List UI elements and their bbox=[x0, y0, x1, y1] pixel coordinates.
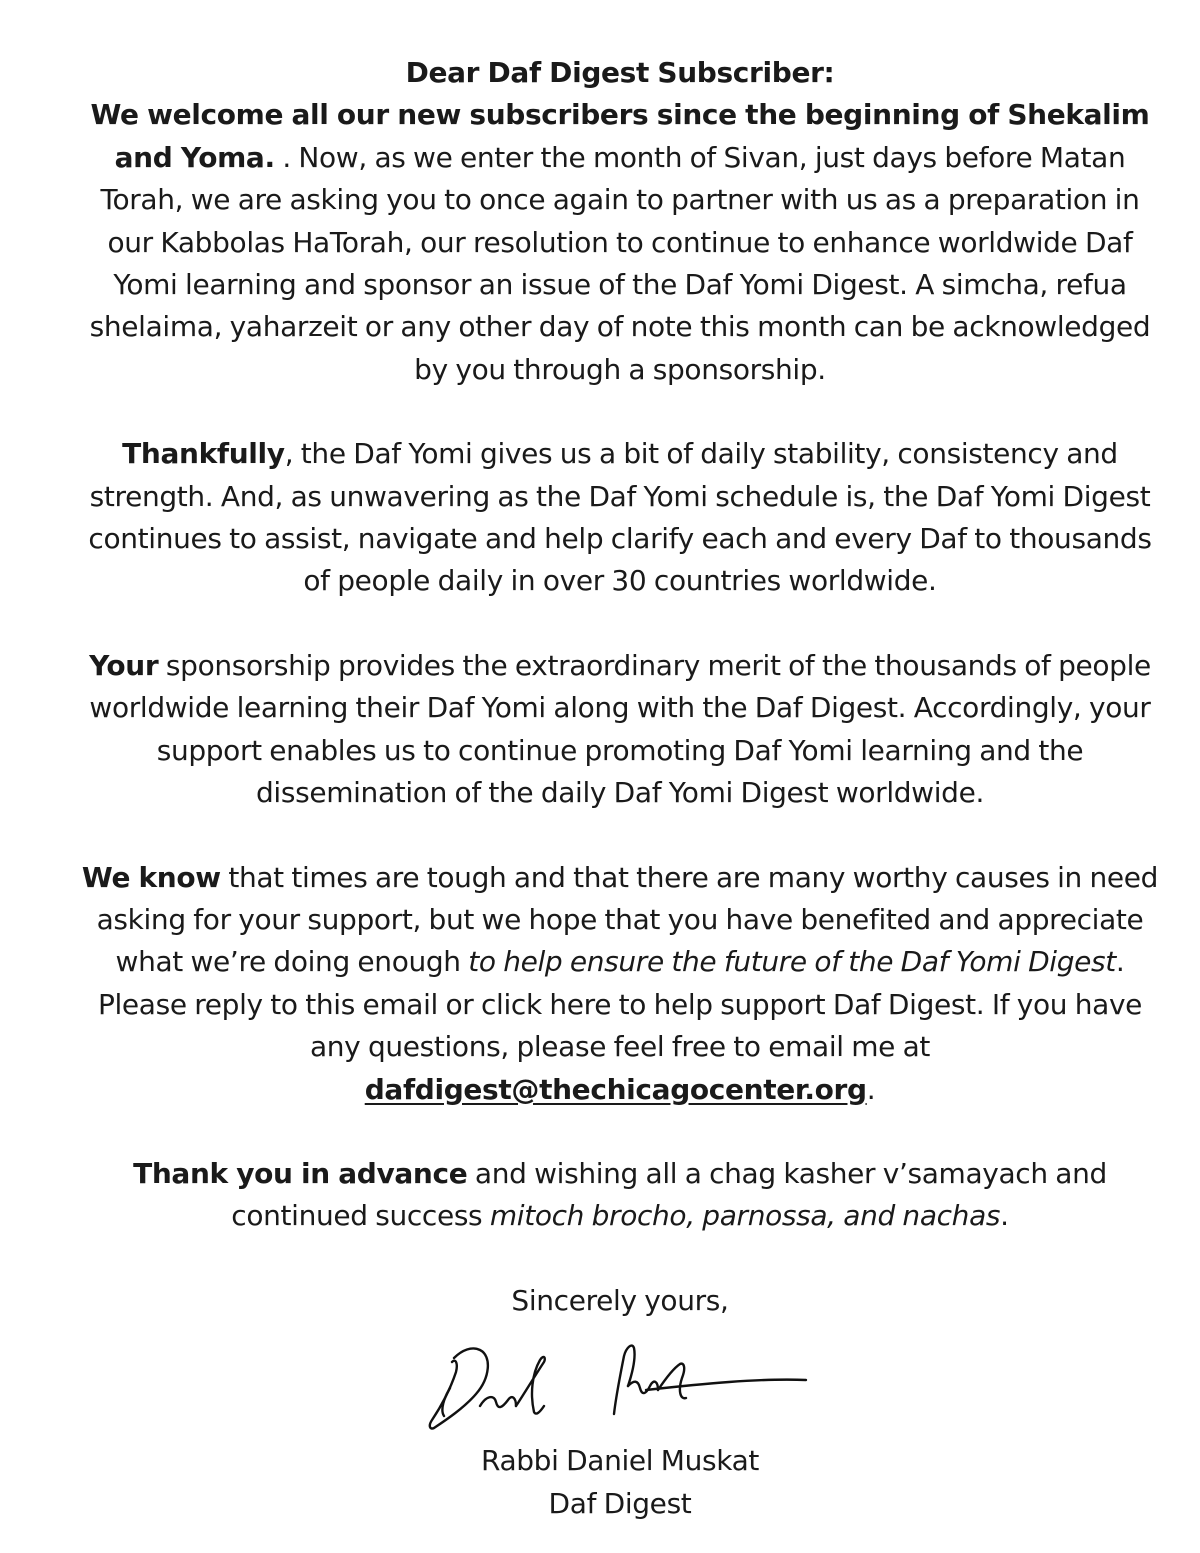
thankfully-bold: Thankfully bbox=[122, 437, 285, 471]
intro-bold: We welcome all our new subscribers since the beginning of Shekalim and Yoma. bbox=[90, 98, 1150, 174]
intro-text: . Now, as we enter the month of Sivan, just days before Matan Torah, we are asking you to once again to partner with us as a preparation in our Kabbolas HaTorah, our resolution to continue to enhance worldwide Daf Yomi learning and sponsor an issue of the Daf Yomi Digest. A simcha, refua shelaima, yaharzeit or any other day of note this month can be acknowledged by you through a sponsorship. bbox=[89, 140, 1151, 386]
intro-paragraph bbox=[75, 94, 1165, 391]
weknow-paragraph bbox=[75, 857, 1165, 1111]
spacer bbox=[75, 1111, 1165, 1153]
weknow-text-2: . Please reply to this email or click here to help support Daf Digest. If you have any questions, please feel free to email me at bbox=[97, 945, 1143, 1064]
your-text: sponsorship provides the extraordinary merit of the thousands of people worldwide learning their Daf Yomi along with the Daf Digest. Accordingly, your support enables us to continue promoting Daf Yomi learning and the dissemination of the daily Daf Yomi Digest worldwide. bbox=[89, 648, 1151, 810]
weknow-text-1: that times are tough and that there are many worthy causes in need asking for your support, but we hope that you have benefited and appreciate what we’re doing enough bbox=[96, 860, 1159, 979]
thankyou-end: . bbox=[1000, 1199, 1009, 1233]
closing: Sincerely yours, bbox=[511, 1283, 729, 1317]
signer-org: Daf Digest bbox=[548, 1486, 692, 1520]
your-paragraph bbox=[75, 645, 1165, 815]
thankyou-text: and wishing all a chag kasher v’samayach and continued success bbox=[231, 1156, 1107, 1233]
thankyou-bold: Thank you in advance bbox=[133, 1156, 468, 1190]
signer-name: Rabbi Daniel Muskat bbox=[480, 1444, 760, 1478]
spacer bbox=[75, 815, 1165, 857]
thankyou-italic: mitoch brocho, parnossa, and nachas bbox=[489, 1199, 1001, 1233]
weknow-bold: We know bbox=[81, 860, 221, 894]
spacer bbox=[75, 603, 1165, 645]
letter-body bbox=[75, 52, 1165, 1525]
spacer bbox=[75, 1238, 1165, 1280]
your-bold: Your bbox=[89, 648, 159, 682]
salutation: Dear Daf Digest Subscriber: bbox=[405, 56, 835, 89]
thankyou-paragraph bbox=[75, 1153, 1165, 1238]
weknow-end: . bbox=[866, 1072, 876, 1106]
thankfully-paragraph bbox=[75, 433, 1165, 603]
handwritten-signature-icon bbox=[410, 1328, 830, 1440]
email-link[interactable]: dafdigest@thechicagocenter.org bbox=[364, 1072, 867, 1106]
weknow-italic: to help ensure the future of the Daf Yomi Digest bbox=[468, 945, 1116, 979]
thankfully-text: , the Daf Yomi gives us a bit of daily stability, consistency and strength. And, as unwavering as the Daf Yomi schedule is, the Daf Yomi Digest continues to assist, navigate and help clarify each and every Daf to thousands of people daily in over 30 countries worldwide. bbox=[88, 437, 1152, 598]
spacer bbox=[75, 391, 1165, 433]
